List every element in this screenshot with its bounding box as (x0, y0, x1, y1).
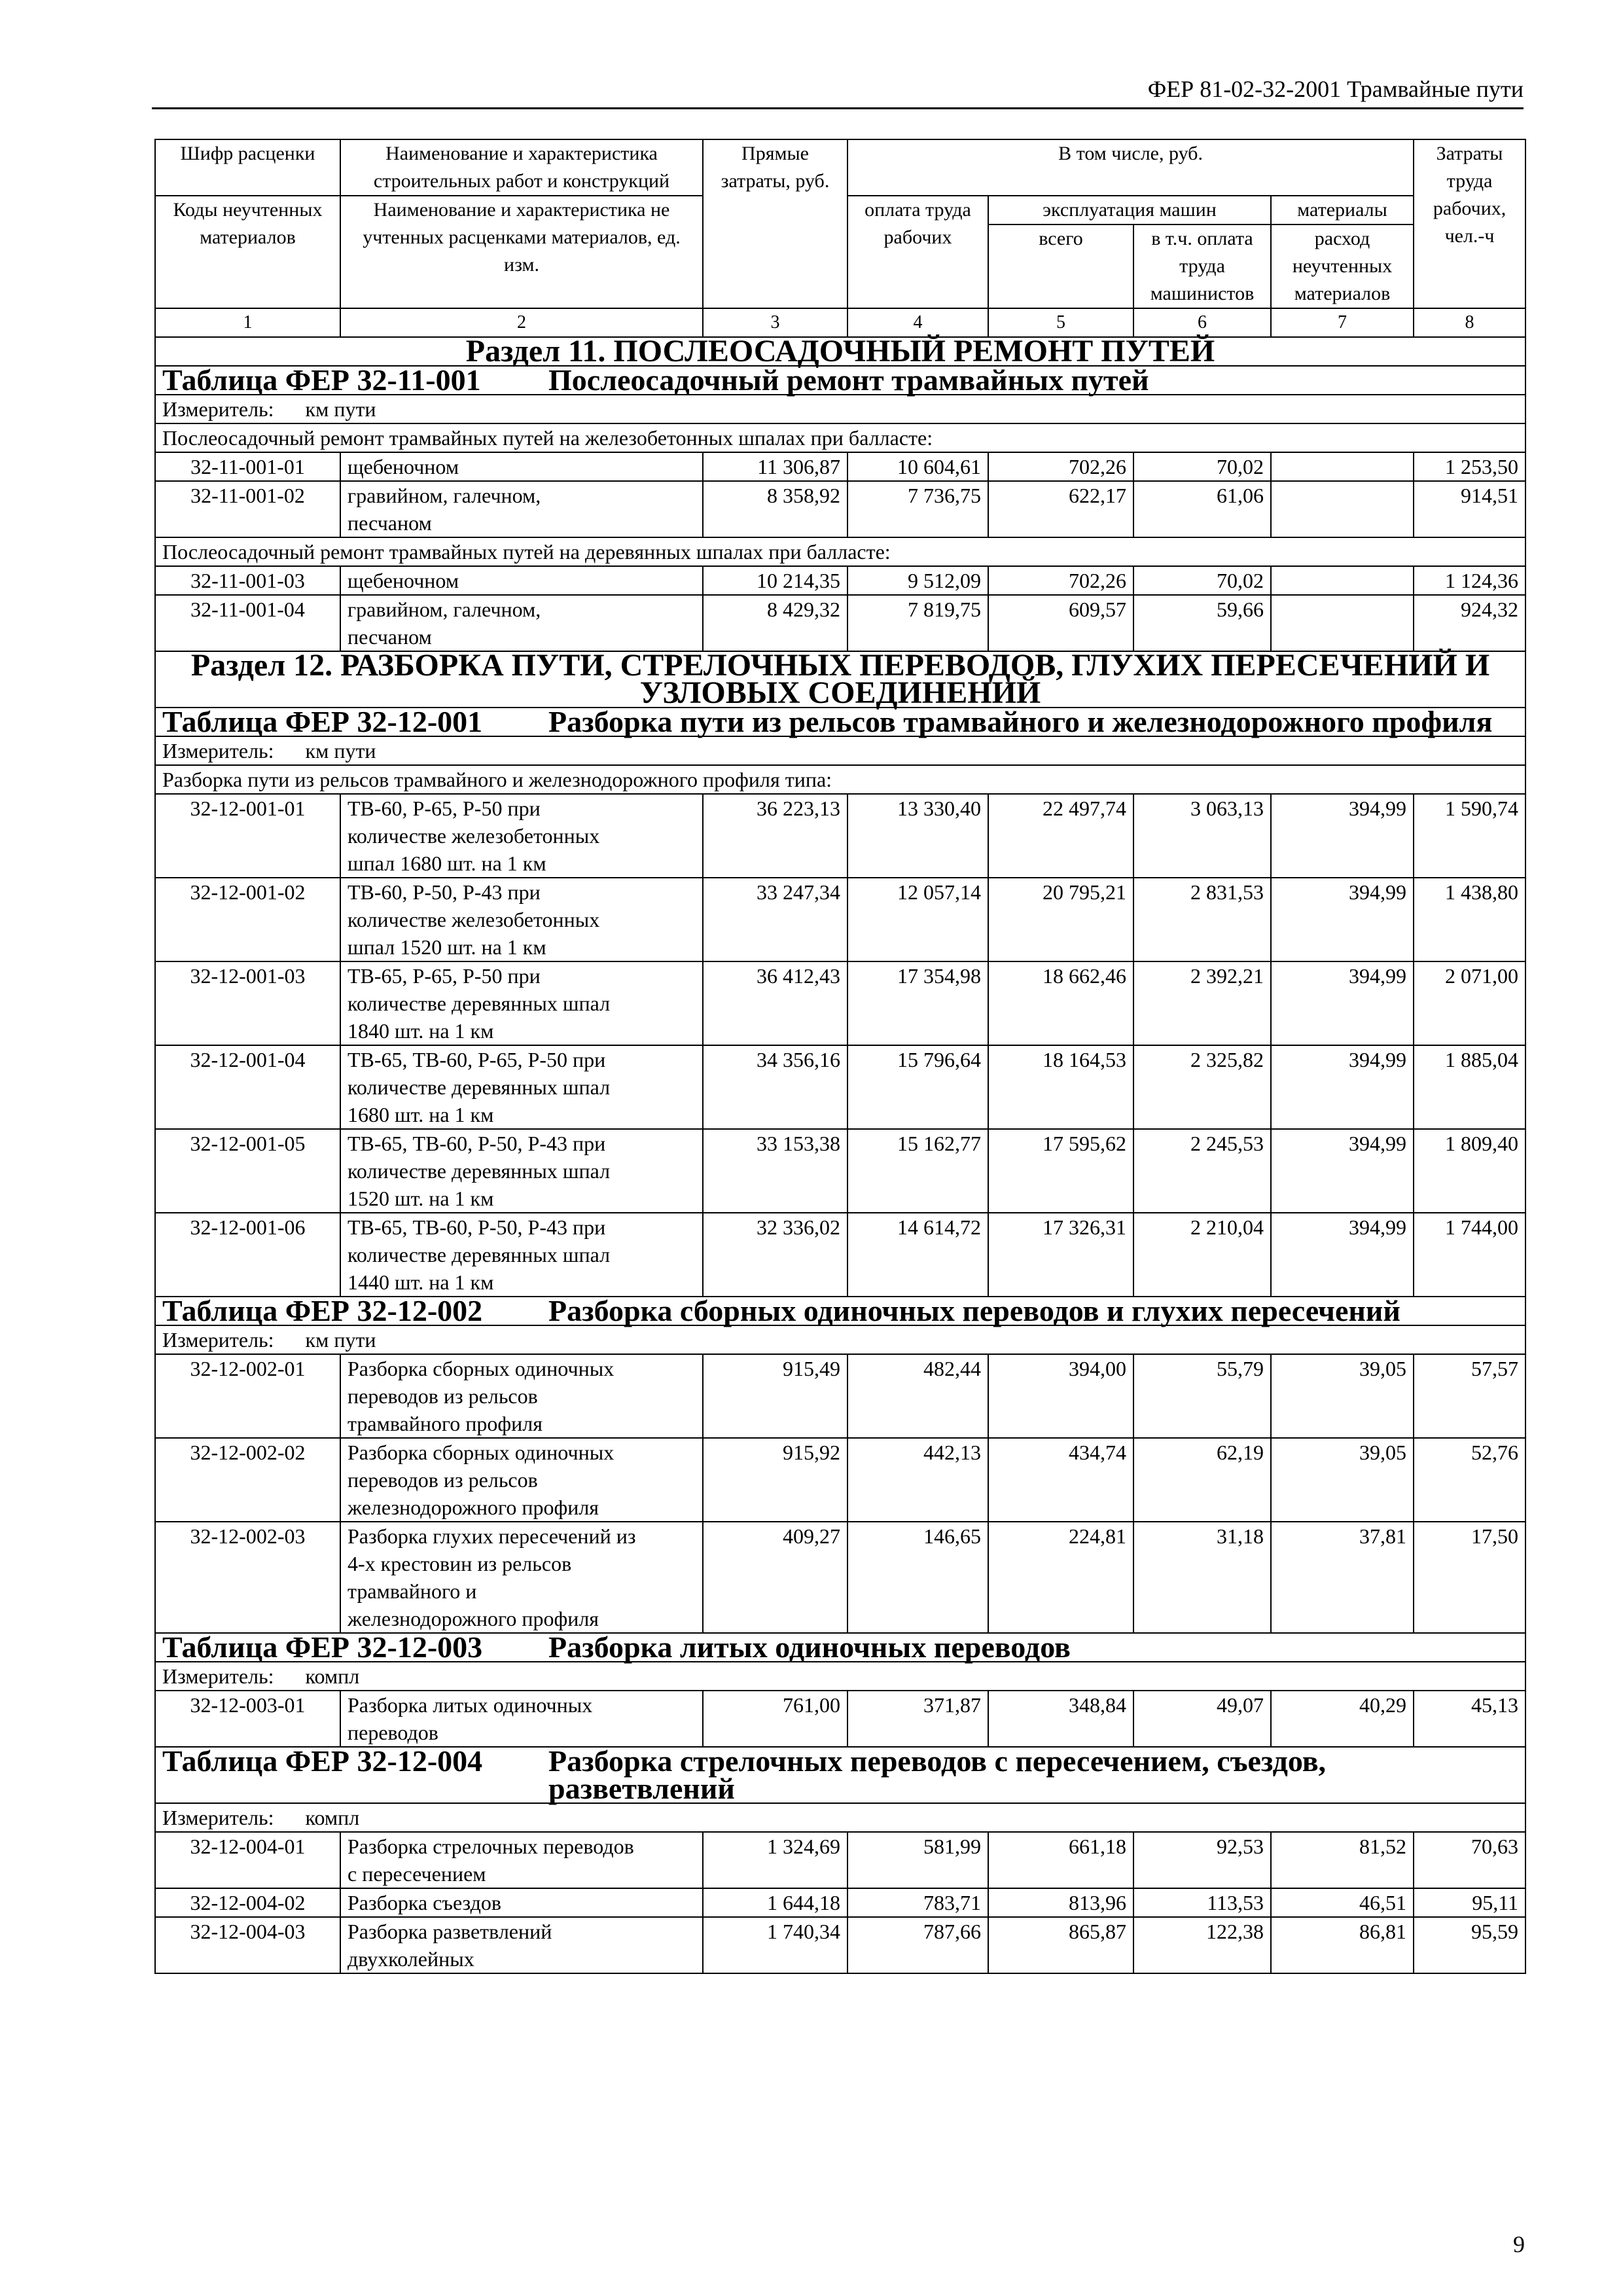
col-machines-wages: в т.ч. оплата труда машинистов (1133, 224, 1271, 308)
materials-cost (1271, 566, 1414, 595)
work-name-line: Разборка съездов (348, 1891, 501, 1914)
unit-row (155, 1803, 1525, 1832)
work-name-line: трамвайного и (348, 1579, 477, 1603)
work-name-line: ТВ-65, ТВ-60, Р-50, Р-43 при (348, 1215, 606, 1239)
table-body (155, 139, 1525, 1973)
machines-cost: 20 795,21 (988, 878, 1133, 961)
direct-cost: 8 358,92 (703, 481, 847, 537)
labor-cost: 95,11 (1414, 1888, 1525, 1917)
wages-cost: 146,65 (847, 1522, 988, 1633)
table-row (155, 1438, 1525, 1522)
unit-value: км пути (305, 739, 376, 762)
table-row (155, 878, 1525, 961)
work-name-line: ТВ-65, ТВ-60, Р-65, Р-50 при (348, 1048, 606, 1071)
work-name (340, 878, 703, 961)
work-name-line: шпал 1680 шт. на 1 км (348, 852, 546, 875)
direct-cost: 33 153,38 (703, 1129, 847, 1213)
work-name-line: 1520 шт. на 1 км (348, 1187, 494, 1210)
unit-cell (155, 736, 1525, 765)
work-name-line: ТВ-60, Р-50, Р-43 при (348, 880, 541, 904)
unit-cell (155, 1662, 1525, 1691)
rate-code: 32-11-001-01 (155, 452, 340, 481)
machinist-wages: 70,02 (1133, 452, 1271, 481)
col-name-top: Наименование и характеристика строительных работ и конструкций (340, 139, 703, 196)
work-name (340, 1438, 703, 1522)
unit-label: Измеритель: (162, 1806, 274, 1829)
rate-code: 32-12-001-04 (155, 1045, 340, 1129)
col-name-bottom: Наименование и характеристика не учтенных расценками материалов, ед. изм. (340, 196, 703, 308)
materials-cost: 394,99 (1271, 1045, 1414, 1129)
document-title: ФЕР 81-02-32-2001 Трамвайные пути (1147, 76, 1524, 102)
machines-cost: 22 497,74 (988, 794, 1133, 878)
table-title-row (155, 708, 1525, 736)
work-name-line: шпал 1520 шт. на 1 км (348, 935, 546, 959)
wages-cost: 783,71 (847, 1888, 988, 1917)
labor-cost: 924,32 (1414, 595, 1525, 651)
work-name-line: 1840 шт. на 1 км (348, 1019, 494, 1043)
machinist-wages: 2 831,53 (1133, 878, 1271, 961)
col-labor: Затраты труда рабочих, чел.-ч (1414, 139, 1525, 308)
unit-row (155, 1325, 1525, 1354)
work-name-line: количестве деревянных шпал (348, 1159, 611, 1183)
wages-cost: 17 354,98 (847, 961, 988, 1045)
machines-cost: 17 326,31 (988, 1213, 1133, 1297)
col-number: 1 (155, 308, 340, 337)
wages-cost: 442,13 (847, 1438, 988, 1522)
col-direct: Прямые затраты, руб. (703, 139, 847, 308)
labor-cost: 57,57 (1414, 1354, 1525, 1438)
direct-cost: 915,92 (703, 1438, 847, 1522)
labor-cost: 70,63 (1414, 1832, 1525, 1888)
table-title: Разборка сборных одиночных переводов и глухих пересечений (548, 1294, 1400, 1327)
materials-cost: 46,51 (1271, 1888, 1414, 1917)
materials-cost: 394,99 (1271, 1129, 1414, 1213)
work-name-line: переводов из рельсов (348, 1384, 538, 1408)
wages-cost: 581,99 (847, 1832, 988, 1888)
work-name-line: ТВ-65, ТВ-60, Р-50, Р-43 при (348, 1132, 606, 1155)
labor-cost: 1 124,36 (1414, 566, 1525, 595)
table-heading (155, 363, 1525, 397)
labor-cost: 2 071,00 (1414, 961, 1525, 1045)
table-title-row (155, 366, 1525, 395)
work-name (340, 481, 703, 537)
col-materials: материалы (1271, 196, 1414, 224)
materials-cost: 40,29 (1271, 1691, 1414, 1747)
machines-cost: 702,26 (988, 452, 1133, 481)
col-number: 7 (1271, 308, 1414, 337)
work-name-line: 1440 шт. на 1 км (348, 1270, 494, 1294)
group-subtitle: Послеосадочный ремонт трамвайных путей на железобетонных шпалах при балласте: (155, 423, 1525, 452)
materials-cost (1271, 481, 1414, 537)
work-name-line: Разборка глухих пересечений из (348, 1524, 636, 1548)
work-name (340, 1213, 703, 1297)
col-materials-extra: расход неучтенных материалов (1271, 224, 1414, 308)
machines-cost: 813,96 (988, 1888, 1133, 1917)
table-title-row (155, 1747, 1525, 1803)
column-numbers-row (155, 308, 1525, 337)
work-name (340, 1917, 703, 1973)
wages-cost: 10 604,61 (847, 452, 988, 481)
rate-code: 32-12-001-05 (155, 1129, 340, 1213)
machinist-wages: 59,66 (1133, 595, 1271, 651)
col-wages: оплата труда рабочих (847, 196, 988, 308)
labor-cost: 17,50 (1414, 1522, 1525, 1633)
materials-cost: 81,52 (1271, 1832, 1414, 1888)
work-name-line: щебеночном (348, 455, 459, 478)
machines-cost: 609,57 (988, 595, 1133, 651)
table-heading (155, 1744, 1525, 1805)
materials-cost: 37,81 (1271, 1522, 1414, 1633)
direct-cost: 36 412,43 (703, 961, 847, 1045)
table-heading (155, 1294, 1525, 1327)
direct-cost: 1 644,18 (703, 1888, 847, 1917)
machinist-wages: 49,07 (1133, 1691, 1271, 1747)
work-name (340, 1691, 703, 1747)
direct-cost: 409,27 (703, 1522, 847, 1633)
labor-cost: 1 885,04 (1414, 1045, 1525, 1129)
machines-cost: 394,00 (988, 1354, 1133, 1438)
wages-cost: 7 819,75 (847, 595, 988, 651)
work-name (340, 1522, 703, 1633)
table-row (155, 961, 1525, 1045)
labor-cost: 1 438,80 (1414, 878, 1525, 961)
page-header (152, 71, 1524, 109)
materials-cost: 394,99 (1271, 794, 1414, 878)
work-name (340, 794, 703, 878)
table-row (155, 481, 1525, 537)
col-incl: В том числе, руб. (847, 139, 1414, 196)
rate-code: 32-12-001-06 (155, 1213, 340, 1297)
materials-cost: 39,05 (1271, 1438, 1414, 1522)
col-machines: эксплуатация машин (988, 196, 1271, 224)
table-row (155, 1832, 1525, 1888)
rate-code: 32-11-001-04 (155, 595, 340, 651)
rate-code: 32-12-004-01 (155, 1832, 340, 1888)
work-name-line: гравийном, галечном, (348, 484, 541, 507)
table-row (155, 1888, 1525, 1917)
work-name (340, 1129, 703, 1213)
table-number: Таблица ФЕР 32-11-001 (162, 363, 481, 397)
table-row (155, 595, 1525, 651)
machinist-wages: 61,06 (1133, 481, 1271, 537)
direct-cost: 1 740,34 (703, 1917, 847, 1973)
wages-cost: 12 057,14 (847, 878, 988, 961)
table-row (155, 1522, 1525, 1633)
rate-code: 32-11-001-03 (155, 566, 340, 595)
wages-cost: 787,66 (847, 1917, 988, 1973)
table-row (155, 1045, 1525, 1129)
table-row (155, 452, 1525, 481)
work-name (340, 1888, 703, 1917)
materials-cost: 86,81 (1271, 1917, 1414, 1973)
machines-cost: 622,17 (988, 481, 1133, 537)
machinist-wages: 31,18 (1133, 1522, 1271, 1633)
materials-cost (1271, 452, 1414, 481)
machinist-wages: 2 392,21 (1133, 961, 1271, 1045)
table-title: Разборка стрелочных переводов с пересечением, съездов, разветвлений (548, 1744, 1327, 1805)
unit-row (155, 736, 1525, 765)
labor-cost: 1 253,50 (1414, 452, 1525, 481)
col-number: 6 (1133, 308, 1271, 337)
materials-cost: 39,05 (1271, 1354, 1414, 1438)
work-name-line: гравийном, галечном, (348, 598, 541, 621)
direct-cost: 36 223,13 (703, 794, 847, 878)
table-number: Таблица ФЕР 32-12-003 (162, 1630, 483, 1664)
group-subtitle: Разборка пути из рельсов трамвайного и железнодорожного профиля типа: (155, 765, 1525, 794)
machinist-wages: 3 063,13 (1133, 794, 1271, 878)
direct-cost: 1 324,69 (703, 1832, 847, 1888)
col-number: 3 (703, 308, 847, 337)
subtitle-row (155, 423, 1525, 452)
labor-cost: 1 590,74 (1414, 794, 1525, 878)
rate-code: 32-12-001-03 (155, 961, 340, 1045)
machinist-wages: 62,19 (1133, 1438, 1271, 1522)
table-row (155, 1354, 1525, 1438)
labor-cost: 52,76 (1414, 1438, 1525, 1522)
labor-cost: 45,13 (1414, 1691, 1525, 1747)
direct-cost: 10 214,35 (703, 566, 847, 595)
work-name-line: двухколейных (348, 1947, 474, 1971)
work-name-line: количестве деревянных шпал (348, 992, 611, 1015)
wages-cost: 7 736,75 (847, 481, 988, 537)
materials-cost: 394,99 (1271, 1213, 1414, 1297)
table-row (155, 1213, 1525, 1297)
col-number: 8 (1414, 308, 1525, 337)
direct-cost: 33 247,34 (703, 878, 847, 961)
table-title-row (155, 1297, 1525, 1325)
table-row (155, 566, 1525, 595)
machines-cost: 224,81 (988, 1522, 1133, 1633)
table-heading (155, 705, 1525, 738)
table-title: Разборка литых одиночных переводов (548, 1630, 1071, 1664)
table-title-row (155, 1633, 1525, 1662)
rate-code: 32-12-004-03 (155, 1917, 340, 1973)
table-heading (155, 1630, 1525, 1664)
rate-code: 32-12-002-03 (155, 1522, 340, 1633)
work-name-line: Разборка сборных одиночных (348, 1357, 615, 1380)
unit-label: Измеритель: (162, 1664, 274, 1688)
section-row (155, 337, 1525, 366)
unit-label: Измеритель: (162, 397, 274, 421)
wages-cost: 9 512,09 (847, 566, 988, 595)
table-title: Разборка пути из рельсов трамвайного и железнодорожного профиля (548, 705, 1493, 738)
rate-code: 32-12-001-02 (155, 878, 340, 961)
materials-cost: 394,99 (1271, 878, 1414, 961)
col-code-bottom: Коды неучтенных материалов (155, 196, 340, 308)
machines-cost: 17 595,62 (988, 1129, 1133, 1213)
unit-row (155, 395, 1525, 423)
work-name-line: количестве железобетонных (348, 908, 600, 931)
work-name (340, 452, 703, 481)
direct-cost: 34 356,16 (703, 1045, 847, 1129)
machinist-wages: 113,53 (1133, 1888, 1271, 1917)
section-row (155, 651, 1525, 708)
machinist-wages: 122,38 (1133, 1917, 1271, 1973)
section-title: Раздел 11. ПОСЛЕОСАДОЧНЫЙ РЕМОНТ ПУТЕЙ (155, 337, 1525, 366)
table-row (155, 1129, 1525, 1213)
work-name (340, 961, 703, 1045)
group-subtitle: Послеосадочный ремонт трамвайных путей на деревянных шпалах при балласте: (155, 537, 1525, 566)
work-name-line: песчаном (348, 511, 432, 535)
materials-cost: 394,99 (1271, 961, 1414, 1045)
direct-cost: 32 336,02 (703, 1213, 847, 1297)
direct-cost: 8 429,32 (703, 595, 847, 651)
machines-cost: 661,18 (988, 1832, 1133, 1888)
direct-cost: 761,00 (703, 1691, 847, 1747)
table-number: Таблица ФЕР 32-12-002 (162, 1294, 483, 1327)
col-code-top: Шифр расценки (155, 139, 340, 196)
work-name-line: количестве деревянных шпал (348, 1075, 611, 1099)
col-number: 5 (988, 308, 1133, 337)
section-title: Раздел 12. РАЗБОРКА ПУТИ, СТРЕЛОЧНЫХ ПЕРЕВОДОВ, ГЛУХИХ ПЕРЕСЕЧЕНИЙ И УЗЛОВЫХ СОЕДИНЕНИЙ (155, 651, 1525, 708)
wages-cost: 13 330,40 (847, 794, 988, 878)
table-number: Таблица ФЕР 32-12-001 (162, 705, 483, 738)
work-name-line: железнодорожного профиля (348, 1496, 599, 1519)
work-name-line: Разборка литых одиночных (348, 1693, 593, 1717)
labor-cost: 1 809,40 (1414, 1129, 1525, 1213)
machines-cost: 702,26 (988, 566, 1133, 595)
wages-cost: 15 162,77 (847, 1129, 988, 1213)
machinist-wages: 70,02 (1133, 566, 1271, 595)
unit-label: Измеритель: (162, 1328, 274, 1352)
wages-cost: 371,87 (847, 1691, 988, 1747)
unit-row (155, 1662, 1525, 1691)
machinist-wages: 2 210,04 (1133, 1213, 1271, 1297)
unit-cell (155, 1803, 1525, 1832)
wages-cost: 482,44 (847, 1354, 988, 1438)
unit-value: км пути (305, 1328, 376, 1352)
unit-value: компл (305, 1664, 360, 1688)
price-table (154, 139, 1526, 1974)
direct-cost: 11 306,87 (703, 452, 847, 481)
unit-value: компл (305, 1806, 360, 1829)
machinist-wages: 55,79 (1133, 1354, 1271, 1438)
work-name-line: 4-х крестовин из рельсов (348, 1552, 572, 1575)
machines-cost: 18 164,53 (988, 1045, 1133, 1129)
unit-label: Измеритель: (162, 739, 274, 762)
work-name-line: ТВ-65, Р-65, Р-50 при (348, 964, 541, 988)
work-name (340, 595, 703, 651)
work-name (340, 1832, 703, 1888)
unit-cell (155, 1325, 1525, 1354)
machines-cost: 18 662,46 (988, 961, 1133, 1045)
unit-value: км пути (305, 397, 376, 421)
rate-code: 32-11-001-02 (155, 481, 340, 537)
wages-cost: 14 614,72 (847, 1213, 988, 1297)
materials-cost (1271, 595, 1414, 651)
work-name-line: переводов из рельсов (348, 1468, 538, 1492)
labor-cost: 1 744,00 (1414, 1213, 1525, 1297)
work-name-line: количестве деревянных шпал (348, 1243, 611, 1266)
table-row (155, 794, 1525, 878)
work-name-line: Разборка сборных одиночных (348, 1441, 615, 1464)
labor-cost: 95,59 (1414, 1917, 1525, 1973)
machinist-wages: 92,53 (1133, 1832, 1271, 1888)
rate-code: 32-12-002-01 (155, 1354, 340, 1438)
machines-cost: 434,74 (988, 1438, 1133, 1522)
table-row (155, 1691, 1525, 1747)
col-machines-total: всего (988, 224, 1133, 308)
rate-code: 32-12-003-01 (155, 1691, 340, 1747)
page-number: 9 (1513, 2231, 1525, 2257)
rate-code: 32-12-002-02 (155, 1438, 340, 1522)
work-name-line: 1680 шт. на 1 км (348, 1103, 494, 1126)
machinist-wages: 2 325,82 (1133, 1045, 1271, 1129)
table-title: Послеосадочный ремонт трамвайных путей (548, 363, 1149, 397)
unit-cell (155, 395, 1525, 423)
work-name-line: Разборка стрелочных переводов (348, 1835, 634, 1858)
direct-cost: 915,49 (703, 1354, 847, 1438)
work-name-line: с пересечением (348, 1862, 486, 1886)
work-name-line: Разборка разветвлений (348, 1920, 552, 1943)
table-row (155, 1917, 1525, 1973)
col-number: 2 (340, 308, 703, 337)
labor-cost: 914,51 (1414, 481, 1525, 537)
rate-code: 32-12-004-02 (155, 1888, 340, 1917)
work-name-line: ТВ-60, Р-65, Р-50 при (348, 797, 541, 820)
table-number: Таблица ФЕР 32-12-004 (162, 1744, 483, 1778)
subtitle-row (155, 765, 1525, 794)
machines-cost: 348,84 (988, 1691, 1133, 1747)
work-name-line: количестве железобетонных (348, 824, 600, 848)
work-name (340, 1045, 703, 1129)
work-name-line: щебеночном (348, 569, 459, 592)
subtitle-row (155, 537, 1525, 566)
work-name-line: железнодорожного профиля (348, 1607, 599, 1630)
work-name (340, 566, 703, 595)
work-name-line: переводов (348, 1721, 438, 1744)
rate-code: 32-12-001-01 (155, 794, 340, 878)
work-name-line: песчаном (348, 625, 432, 649)
col-number: 4 (847, 308, 988, 337)
wages-cost: 15 796,64 (847, 1045, 988, 1129)
work-name (340, 1354, 703, 1438)
machines-cost: 865,87 (988, 1917, 1133, 1973)
machinist-wages: 2 245,53 (1133, 1129, 1271, 1213)
work-name-line: трамвайного профиля (348, 1412, 543, 1435)
